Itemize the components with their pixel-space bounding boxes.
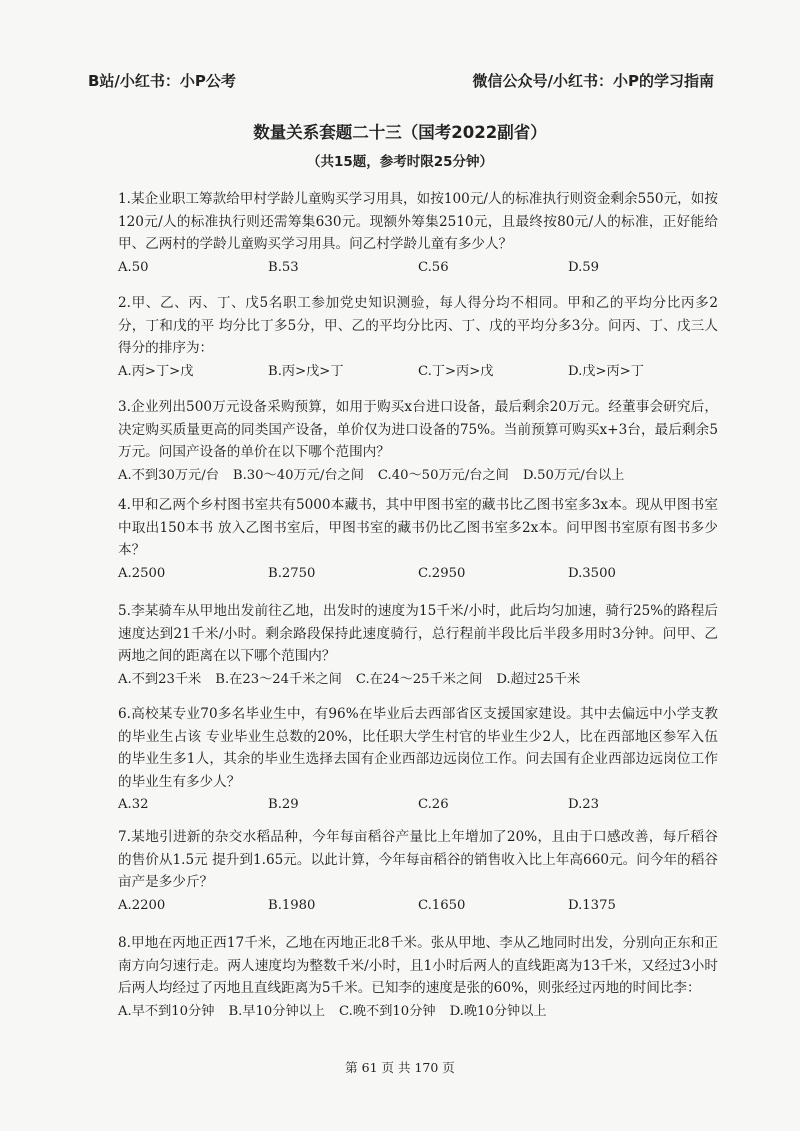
page-footer: 第 61 页 共 170 页: [345, 1060, 455, 1075]
option-d: D.1375: [568, 897, 616, 913]
question-2: [118, 292, 718, 383]
question-stem: 1.某企业职工筹款给甲村学龄儿童购买学习用具，如按100元/人的标准执行则资金剩余550元，如按120元/人的标准执行则还需筹集630元。现额外筹集2510元，且最终按80元/人的标准，正好能给甲、乙两村的学龄儿童购买学习用具。问乙村学龄儿童有多少人？: [118, 191, 718, 252]
question-5: [118, 600, 718, 691]
question-3: [118, 396, 718, 487]
option-b: B.在23～24千米之间: [215, 671, 342, 687]
option-d: D.晚10分钟以上: [449, 1003, 547, 1019]
option-c: C.26: [418, 797, 449, 812]
option-d: D.59: [568, 259, 600, 275]
option-c: C.晚不到10分钟: [339, 1003, 436, 1019]
option-a: A.丙>丁>戊: [118, 363, 194, 379]
question-options: [118, 669, 718, 691]
option-b: B.1980: [268, 897, 316, 913]
option-b: B.丙>戊>丁: [268, 363, 344, 379]
page-title: 数量关系套题二十三（国考2022副省）: [253, 123, 547, 142]
question-options: [118, 361, 718, 383]
question-options: [118, 465, 718, 487]
option-a: A.50: [118, 259, 149, 275]
question-options: [118, 257, 718, 279]
option-c: C.丁>丙>戊: [418, 363, 494, 379]
option-d: D.50万元/台以上: [522, 467, 625, 483]
question-stem: 7.某地引进新的杂交水稻品种，今年每亩稻谷产量比上年增加了20%，且由于口感改善，每斤稻谷的售价从1.5元 提升到1.65元。以此计算，今年每亩稻谷的销售收入比上年高660元。问今年的稻谷亩产是多少斤？: [118, 829, 718, 890]
question-stem: 6.高校某专业70多名毕业生中，有96%在毕业后去西部省区支援国家建设。其中去偏远中小学支教的毕业生占该 专业毕业生总数的20%，比任职大学生村官的毕业生少2人，比在西部地区参军入伍的毕业生多1人，其余的毕业生选择去国有企业西部边远岗位工作。问去国有企业西部边远岗位工作的毕业生有多少人？: [118, 706, 718, 790]
option-b: B.29: [268, 797, 299, 812]
question-options: [118, 794, 718, 816]
question-stem: 2.甲、乙、丙、丁、戊5名职工参加党史知识测验，每人得分均不相同。甲和乙的平均分比丙多2分，丁和戊的平 均分比丁多5分，甲、乙的平均分比丙、丁、戊的平均分多3分。问丙、丁、戊三人得分的排序为：: [118, 295, 718, 356]
question-options: [118, 1001, 718, 1023]
question-7: [118, 826, 718, 917]
question-6: [118, 703, 718, 816]
question-stem: 8.甲地在丙地正西17千米，乙地在丙地正北8千米。张从甲地、李从乙地同时出发，分别向正东和正南方向匀速行走。两人速度均为整数千米/小时，且1小时后两人的直线距离为13千米，又经过3小时后两人均经过了丙地且直线距离为5千米。已知李的速度是张的60%，则张经过丙地的时间比李：: [118, 935, 718, 996]
option-a: A.早不到10分钟: [118, 1003, 215, 1019]
question-stem: 5.李某骑车从甲地出发前往乙地，出发时的速度为15千米/小时，此后均匀加速，骑行25%的路程后速度达到21千米/小时。剩余路段保持此速度骑行，总行程前半段比后半段多用时3分钟。问甲、乙两地之间的距离在以下哪个范围内？: [118, 603, 718, 664]
question-1: [118, 188, 718, 279]
option-a: A.不到23千米: [118, 671, 202, 687]
option-c: C.1650: [418, 897, 466, 913]
option-b: B.53: [268, 259, 299, 275]
option-c: C.2950: [418, 565, 466, 581]
option-c: C.56: [418, 259, 449, 275]
question-8: [118, 932, 718, 1023]
header-right-source: 微信公众号/小红书：小P的学习指南: [472, 72, 714, 90]
question-4: [118, 494, 718, 585]
option-d: D.戊>丙>丁: [568, 363, 644, 379]
option-a: A.32: [118, 797, 149, 812]
header-left-source: B站/小红书：小P公考: [88, 72, 236, 90]
option-b: B.早10分钟以上: [228, 1003, 326, 1019]
page-subtitle: （共15题，参考时限25分钟）: [306, 154, 494, 170]
option-a: A.不到30万元/台: [118, 467, 219, 483]
question-stem: 4.甲和乙两个乡村图书室共有5000本藏书，其中甲图书室的藏书比乙图书室多3x本。现从甲图书室中取出150本书 放入乙图书室后，甲图书室的藏书仍比乙图书室多2x本。问甲图书室原有图书多少本？: [118, 497, 718, 558]
option-d: D.23: [568, 797, 600, 812]
option-d: D.3500: [568, 565, 616, 581]
question-options: [118, 895, 718, 917]
question-stem: 3.企业列出500万元设备采购预算，如用于购买x台进口设备，最后剩余20万元。经董事会研究后，决定购买质量更高的同类国产设备，单价仅为进口设备的75%。当前预算可购买x+3台，最后剩余5万元。问国产设备的单价在以下哪个范围内？: [118, 399, 718, 460]
option-c: C.在24～25千米之间: [355, 671, 483, 687]
option-c: C.40～50万元/台之间: [377, 467, 509, 483]
option-d: D.超过25千米: [496, 671, 581, 687]
option-b: B.2750: [268, 565, 316, 581]
question-options: [118, 563, 718, 585]
option-a: A.2200: [118, 897, 166, 913]
option-b: B.30～40万元/台之间: [232, 467, 364, 483]
option-a: A.2500: [118, 565, 166, 581]
